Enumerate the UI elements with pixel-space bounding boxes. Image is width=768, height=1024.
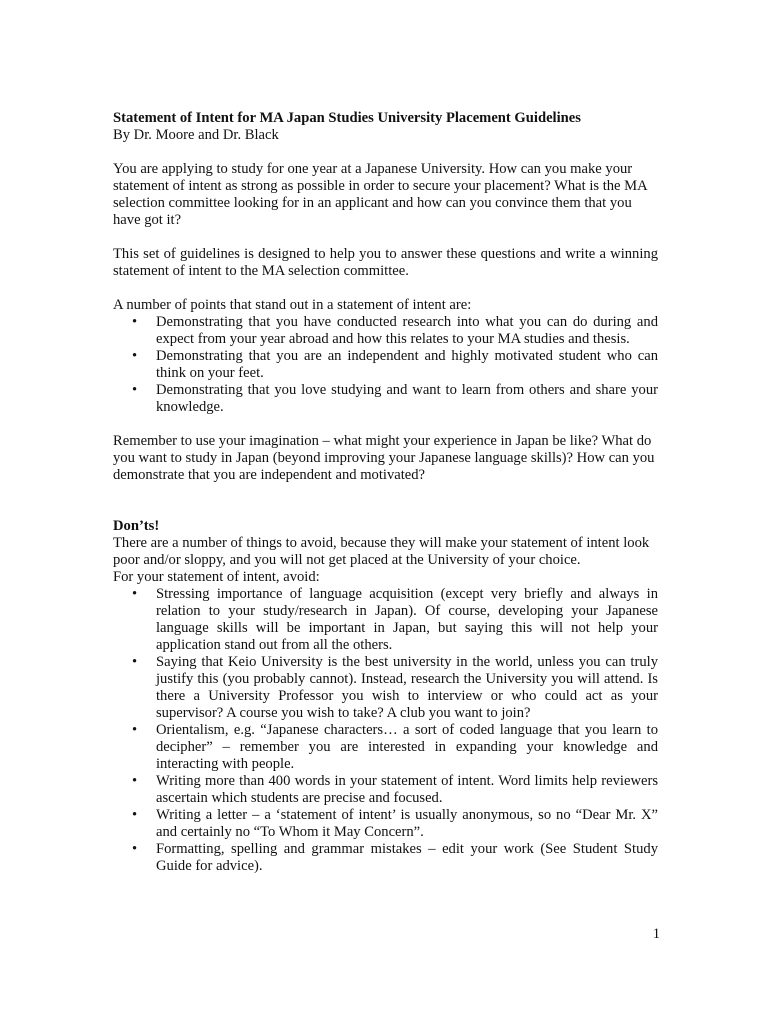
page-number: 1 [652,926,660,942]
donts-heading: Don’ts! [113,518,160,534]
remember-paragraph: Remember to use your imagination – what might your experience in Japan be like? What do you want to study in Japan (beyond improving your Japanese language skills)? How can you demonstrate that you are independent and motivated? [113,433,655,483]
list-item-text: Stressing importance of language acquisition (except very briefly and always in relation to your study/research in Japan). Of course, developing your Japanese language skills will be important in Japan, but saying this will not help your application stand out from all the others. [156,586,658,653]
list-item-text: Orientalism, e.g. “Japanese characters… a sort of coded language that you learn to decipher” – remember you are interested in expanding your knowledge and interacting with people. [156,722,658,772]
list-item [113,654,658,722]
intro-paragraph: This set of guidelines is designed to help you to answer these questions and write a winning statement of intent to the MA selection committee. [113,246,658,279]
donts-intro: There are a number of things to avoid, because they will make your statement of intent look poor and/or sloppy, and you will not get placed at the University of your choice. [113,535,650,568]
intro-paragraph: You are applying to study for one year at a Japanese University. How can you make your statement of intent as strong as possible in order to secure your placement? What is the MA selection committee looking for in an applicant and how can you convince them that you have got it? [113,161,647,228]
bullet-icon: • [132,654,138,670]
bullet-icon: • [132,586,138,602]
list-item-text: Demonstrating that you love studying and want to learn from others and share your knowledge. [156,382,658,415]
bullet-icon: • [132,807,138,823]
bullet-icon: • [132,722,138,738]
list-item-text: Formatting, spelling and grammar mistakes – edit your work (See Student Study Guide for advice). [156,841,658,874]
page-body [113,110,658,892]
list-item-text: Saying that Keio University is the best university in the world, unless you can truly justify this (you probably cannot). Instead, research the University you will attend. Is there a University Professor you wish to interview or who could act as your supervisor? A course you wish to take? A club you want to join? [156,654,658,721]
spacer [113,501,658,518]
list-item [113,314,658,348]
points-list [113,314,658,416]
bullet-icon: • [132,348,138,364]
points-lead: A number of points that stand out in a statement of intent are: [113,297,472,313]
list-item [113,382,658,416]
list-item [113,807,658,841]
donts-lead: For your statement of intent, avoid: [113,569,320,585]
byline: By Dr. Moore and Dr. Black [113,127,279,143]
list-item-text: Writing a letter – a ‘statement of intent’ is usually anonymous, so no “Dear Mr. X” and certainly no “To Whom it May Concern”. [156,807,658,840]
bullet-icon: • [132,314,138,330]
list-item [113,348,658,382]
list-item-text: Demonstrating that you are an independent and highly motivated student who can think on your feet. [156,348,658,381]
donts-list [113,586,658,875]
bullet-icon: • [132,382,138,398]
list-item [113,586,658,654]
list-item [113,722,658,773]
bullet-icon: • [132,773,138,789]
list-item-text: Demonstrating that you have conducted research into what you can do during and expect from your year abroad and how this relates to your MA studies and thesis. [156,314,658,347]
list-item [113,773,658,807]
list-item [113,841,658,875]
list-item-text: Writing more than 400 words in your statement of intent. Word limits help reviewers ascertain which students are precise and focused. [156,773,658,806]
bullet-icon: • [132,841,138,857]
document-title: Statement of Intent for MA Japan Studies University Placement Guidelines [113,110,581,126]
